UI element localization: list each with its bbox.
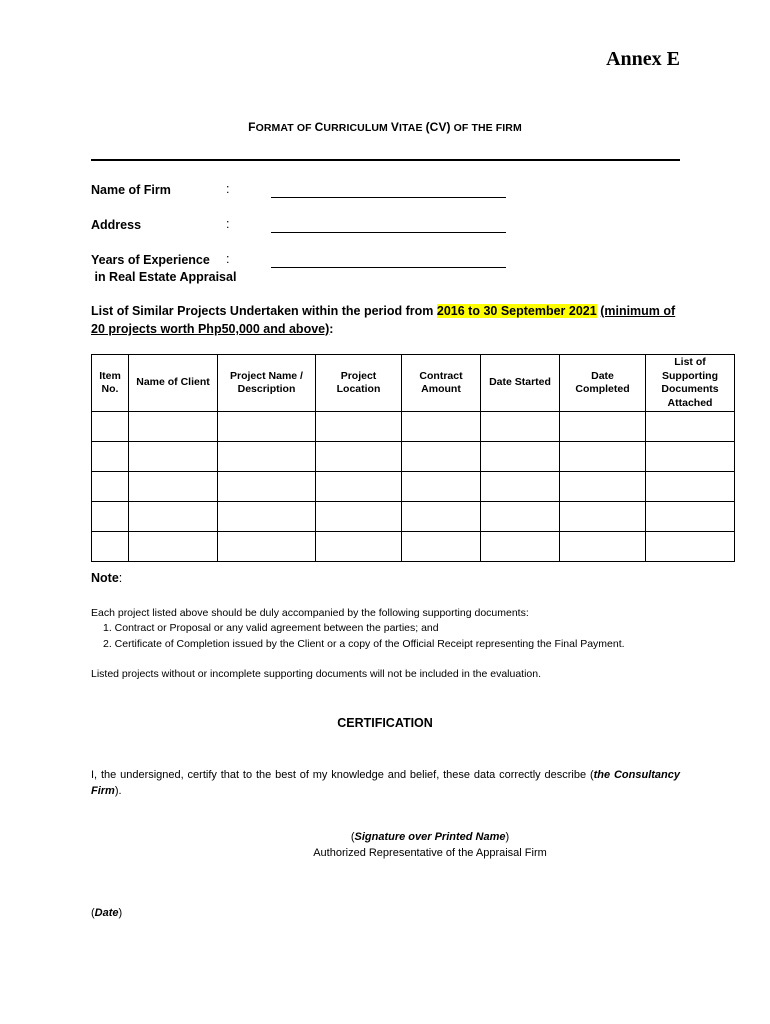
- table-cell[interactable]: [316, 532, 402, 562]
- table-cell[interactable]: [560, 472, 646, 502]
- statement-end: ).: [114, 785, 122, 797]
- title-part: OF THE FIRM: [450, 122, 522, 134]
- note-footer: Listed projects without or incomplete supporting documents will not be included in the evaluation.: [91, 668, 542, 680]
- note-item: 2. Certificate of Completion issued by the Client or a copy of the Official Receipt representing the Final Payment.: [103, 638, 625, 650]
- table-cell[interactable]: [218, 472, 316, 502]
- table-cell[interactable]: [481, 502, 560, 532]
- name-of-firm-blank[interactable]: [271, 183, 506, 198]
- column-header: List of Supporting Documents Attached: [646, 355, 735, 412]
- table-cell[interactable]: [560, 412, 646, 442]
- table-row: [92, 412, 735, 442]
- years-label-line1: Years of Experience: [91, 253, 210, 267]
- paren: (: [350, 831, 355, 843]
- table-cell[interactable]: [646, 502, 735, 532]
- table-cell[interactable]: [402, 412, 481, 442]
- table-cell[interactable]: [560, 532, 646, 562]
- table-cell[interactable]: [92, 532, 129, 562]
- title-divider: [91, 159, 680, 161]
- note-title: Note: [91, 571, 119, 585]
- certification-statement: [91, 767, 680, 799]
- table-cell[interactable]: [402, 472, 481, 502]
- statement-firm: the Consultancy Firm: [91, 769, 680, 797]
- table-cell[interactable]: [316, 472, 402, 502]
- document-title: [0, 120, 770, 134]
- years-of-experience-blank[interactable]: [271, 253, 506, 268]
- table-cell[interactable]: [92, 472, 129, 502]
- table-cell[interactable]: [129, 472, 218, 502]
- table-row: [92, 502, 735, 532]
- table-body: [92, 412, 735, 562]
- signature-block: [240, 829, 620, 861]
- title-part: URRICULUM: [323, 122, 391, 134]
- table-cell[interactable]: [316, 442, 402, 472]
- title-part: ORMAT OF: [255, 122, 315, 134]
- address-blank[interactable]: [271, 218, 506, 233]
- title-part: C: [314, 120, 324, 134]
- table-cell[interactable]: [646, 532, 735, 562]
- table-cell[interactable]: [92, 502, 129, 532]
- table-cell[interactable]: [402, 502, 481, 532]
- paren: ): [118, 907, 123, 919]
- signature-line: [240, 829, 620, 845]
- table-row: [92, 442, 735, 472]
- column-header: Project Name / Description: [218, 355, 316, 412]
- table-cell[interactable]: [218, 442, 316, 472]
- years-of-experience-label: [91, 252, 236, 286]
- address-label: Address: [91, 218, 142, 232]
- paren: ): [505, 831, 510, 843]
- field-colon: :: [226, 252, 230, 266]
- note-label: [91, 571, 122, 585]
- signature-caption: Signature over Printed Name: [354, 831, 506, 843]
- table-cell[interactable]: [129, 502, 218, 532]
- table-cell[interactable]: [481, 412, 560, 442]
- table-cell[interactable]: [646, 472, 735, 502]
- table-cell[interactable]: [92, 442, 129, 472]
- column-header: Date Started: [481, 355, 560, 412]
- certification-title: CERTIFICATION: [337, 716, 433, 730]
- column-header: Name of Client: [129, 355, 218, 412]
- signatory-role: Authorized Representative of the Appraisal Firm: [313, 847, 547, 859]
- table-cell[interactable]: [92, 412, 129, 442]
- table-cell[interactable]: [646, 442, 735, 472]
- title-part: F: [248, 120, 256, 134]
- column-header: Item No.: [92, 355, 129, 412]
- table-cell[interactable]: [402, 442, 481, 472]
- table-cell[interactable]: [402, 532, 481, 562]
- years-label-line2: in Real Estate Appraisal: [91, 270, 237, 284]
- title-part: (CV): [425, 120, 451, 134]
- table-cell[interactable]: [481, 442, 560, 472]
- name-of-firm-label: Name of Firm: [91, 183, 171, 197]
- projects-intro: [91, 302, 686, 338]
- column-header: Date Completed: [560, 355, 646, 412]
- table-cell[interactable]: [129, 412, 218, 442]
- title-part: ITAE: [399, 122, 426, 134]
- note-intro: Each project listed above should be duly accompanied by the following supporting documents:: [91, 607, 529, 619]
- table-cell[interactable]: [316, 502, 402, 532]
- period-highlight: 2016 to 30 September 2021: [436, 304, 597, 318]
- table-cell[interactable]: [129, 532, 218, 562]
- column-header: Project Location: [316, 355, 402, 412]
- table-cell[interactable]: [218, 412, 316, 442]
- minimum-requirement: (minimum of 20 projects worth Php50,000 and above): [91, 304, 676, 336]
- table-cell[interactable]: [129, 442, 218, 472]
- table-header-row: [92, 355, 735, 412]
- paren: (: [91, 907, 95, 919]
- table-cell[interactable]: [316, 412, 402, 442]
- table-cell[interactable]: [218, 502, 316, 532]
- table-cell[interactable]: [218, 532, 316, 562]
- intro-end: :: [329, 322, 334, 336]
- date-field: [91, 907, 122, 919]
- intro-lead: List of Similar Projects Undertaken within the period from: [91, 304, 437, 318]
- statement-lead: I, the undersigned, certify that to the best of my knowledge and belief, these data correctly describe (: [91, 769, 594, 781]
- table-cell[interactable]: [560, 502, 646, 532]
- projects-table: [91, 354, 735, 562]
- table-cell[interactable]: [560, 442, 646, 472]
- annex-label: Annex E: [606, 48, 680, 70]
- table-row: [92, 472, 735, 502]
- table-cell[interactable]: [481, 472, 560, 502]
- table-row: [92, 532, 735, 562]
- table-cell[interactable]: [646, 412, 735, 442]
- title-part: V: [390, 120, 400, 134]
- note-colon: :: [118, 571, 123, 585]
- table-cell[interactable]: [481, 532, 560, 562]
- field-colon: :: [226, 182, 230, 196]
- column-header: Contract Amount: [402, 355, 481, 412]
- note-item: 1. Contract or Proposal or any valid agreement between the parties; and: [103, 622, 439, 634]
- field-colon: :: [226, 217, 230, 231]
- date-caption: Date: [94, 907, 119, 919]
